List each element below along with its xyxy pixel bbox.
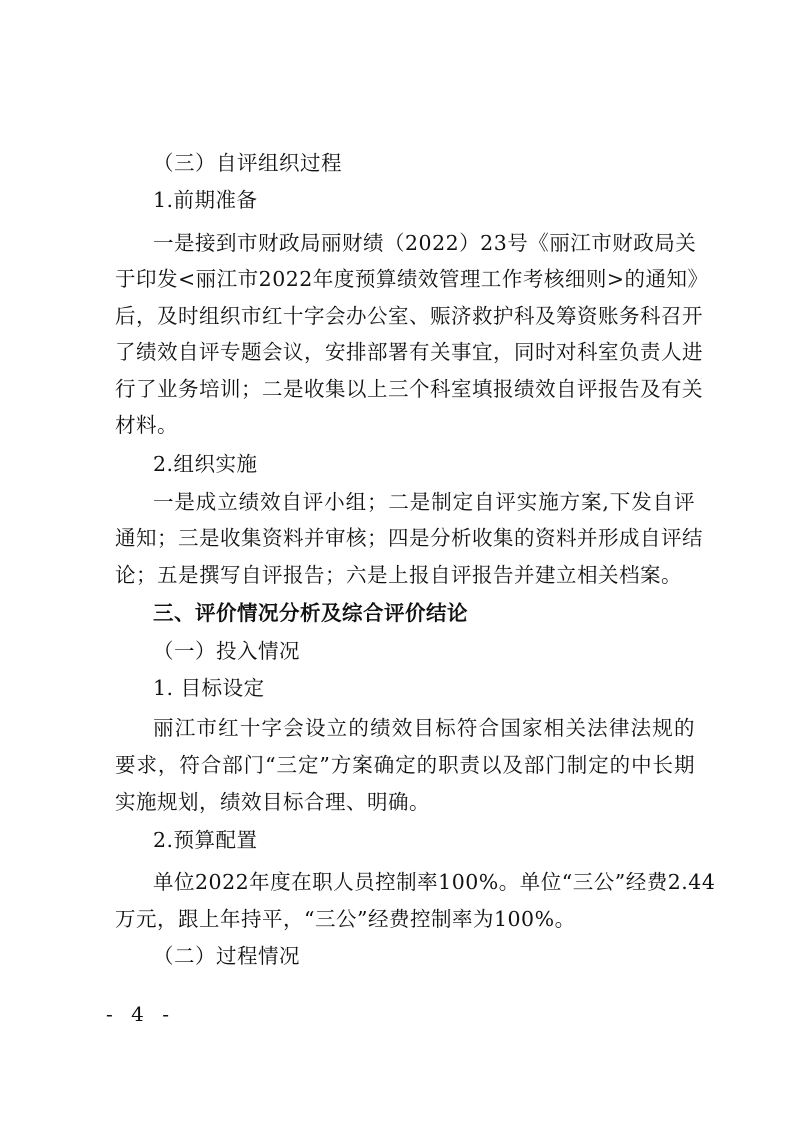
paragraph-line: 万元，跟上年持平，“三公”经费控制率为100%。 <box>115 907 576 931</box>
paragraph-line: 通知；三是收集资料并审核；四是分析收集的资料并形成自评结 <box>115 526 703 550</box>
paragraph-line: 材料。 <box>115 413 178 437</box>
paragraph-line: 单位2022年度在职人员控制率100%。单位“三公”经费2.44 <box>153 870 716 894</box>
paragraph-line: 一是接到市财政局丽财绩（2022）23号《丽江市财政局关 <box>153 231 697 255</box>
heading-target: 1. 目标设定 <box>153 676 265 700</box>
heading-budget: 2.预算配置 <box>153 828 258 852</box>
paragraph-line: 行了业务培训；二是收集以上三个科室填报绩效自评报告及有关 <box>115 377 703 401</box>
paragraph-line: 一是成立绩效自评小组；二是制定自评实施方案,下发自评 <box>153 490 695 514</box>
page-number: - 4 - <box>106 1002 175 1026</box>
paragraph-line: 了绩效自评专题会议，安排部署有关事宜，同时对科室负责人进 <box>115 340 703 364</box>
heading-input: （一）投入情况 <box>153 639 300 663</box>
heading-implementation: 2.组织实施 <box>153 452 258 476</box>
heading-process: （二）过程情况 <box>153 944 300 968</box>
paragraph-line: 论；五是撰写自评报告；六是上报自评报告并建立相关档案。 <box>115 563 682 587</box>
heading-preparation: 1.前期准备 <box>153 188 258 212</box>
paragraph-line: 丽江市红十字会设立的绩效目标符合国家相关法律法规的 <box>153 716 695 740</box>
paragraph-line: 实施规划，绩效目标合理、明确。 <box>115 790 430 814</box>
paragraph-line: 后，及时组织市红十字会办公室、赈济救护科及筹资账务科召开 <box>115 304 703 328</box>
heading-self-eval-process: （三）自评组织过程 <box>153 151 342 175</box>
heading-analysis: 三、评价情况分析及综合评价结论 <box>153 601 468 625</box>
paragraph-line: 于印发<丽江市2022年度预算绩效管理工作考核细则>的通知》 <box>115 267 709 291</box>
paragraph-line: 要求，符合部门“三定”方案确定的职责以及部门制定的中长期 <box>115 753 695 777</box>
